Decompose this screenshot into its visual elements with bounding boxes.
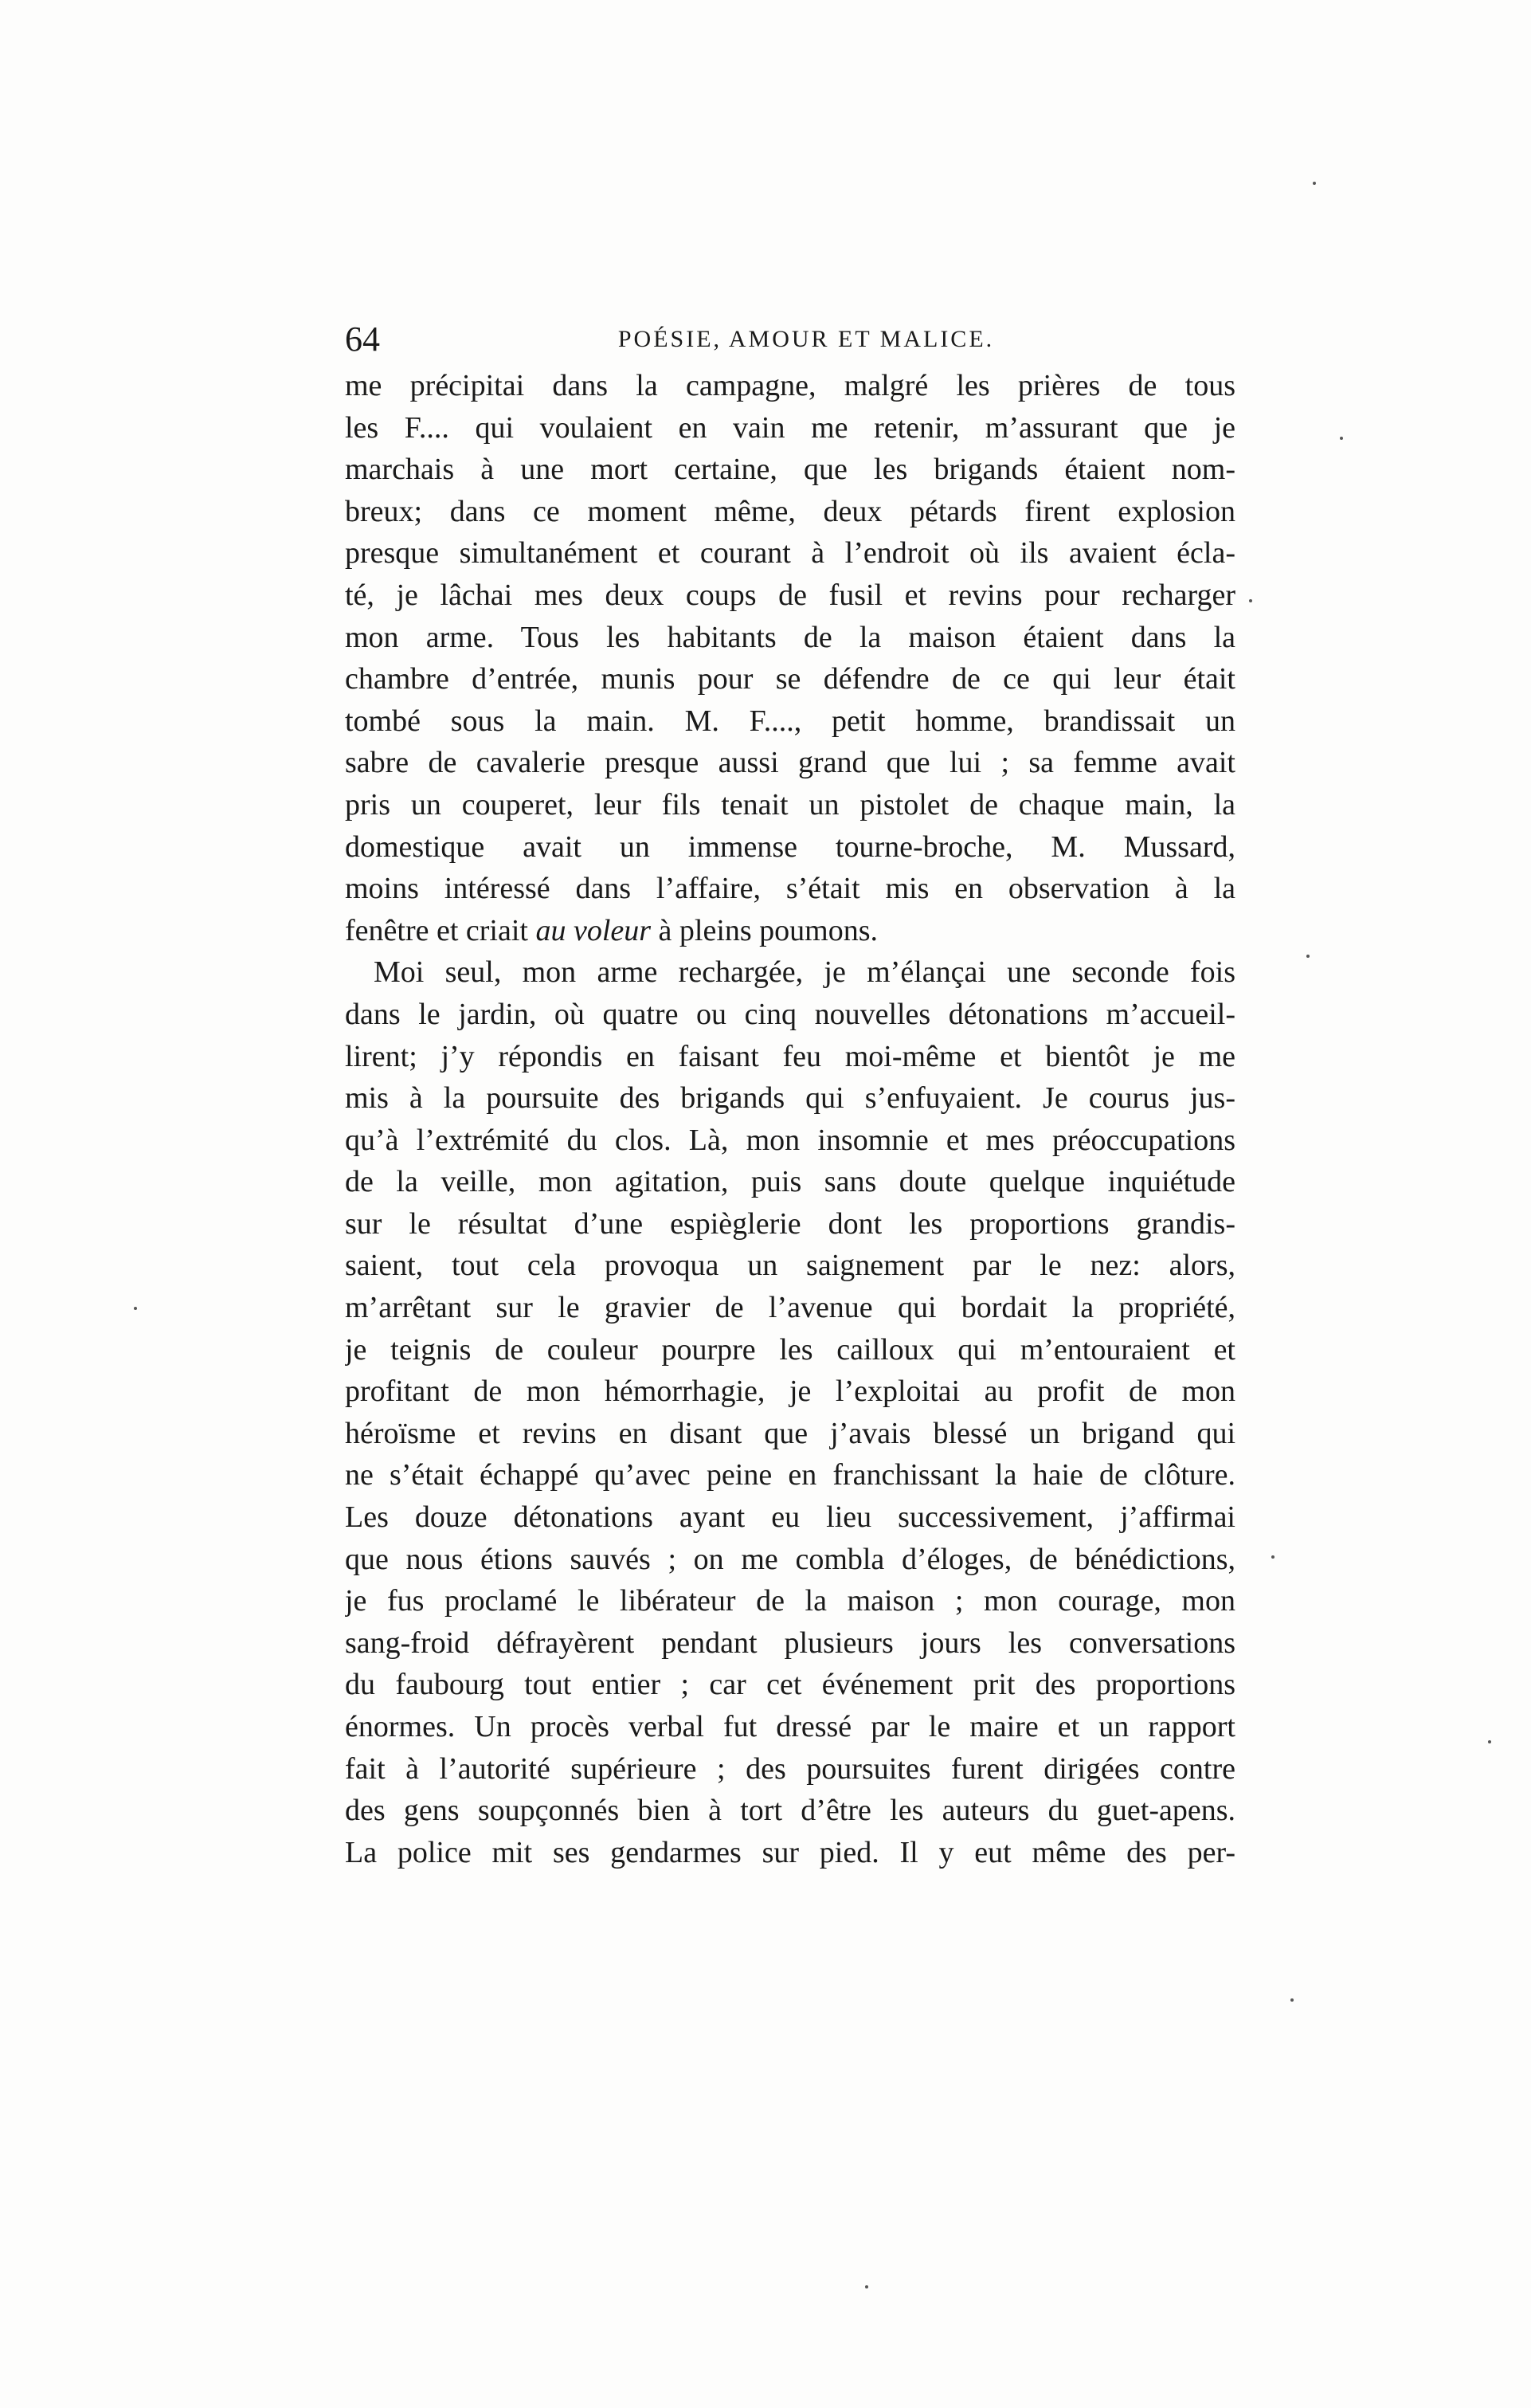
paragraph-end-line <box>345 910 1235 952</box>
text-line: énormes. Un procès verbal fut dressé par le maire et un rapport <box>345 1710 1235 1743</box>
paper-speck <box>1290 1998 1294 2002</box>
text-segment: à pleins poumons. <box>658 913 879 947</box>
text-line: ne s’était échappé qu’avec peine en franchissant la haie de clôture. <box>345 1458 1235 1492</box>
text-line: des gens soupçonnés bien à tort d’être les auteurs du guet-apens. <box>345 1794 1235 1828</box>
text-line: breux; dans ce moment même, deux pétards firent explosion <box>345 494 1235 528</box>
paper-speck <box>1306 955 1310 958</box>
text-line: profitant de mon hémorrhagie, je l’exploitai au profit de mon <box>345 1375 1235 1409</box>
paper-speck <box>1271 1555 1275 1559</box>
text-line: domestique avait un immense tourne-broche, M. Mussard, <box>345 829 1235 864</box>
text-line: sabre de cavalerie presque aussi grand que lui ; sa femme avait <box>345 746 1235 780</box>
text-line: presque simultanément et courant à l’endroit où ils avaient écla- <box>345 536 1235 571</box>
text-line: tombé sous la main. M. F...., petit homme, brandissait un <box>345 704 1235 738</box>
text-line: qu’à l’extrémité du clos. Là, mon insomnie et mes préoccupations <box>345 1123 1235 1157</box>
body-text <box>345 365 1235 1873</box>
text-line: moins intéressé dans l’affaire, s’était mis en observation à la <box>345 872 1235 906</box>
page-header <box>345 316 1235 363</box>
text-line: fait à l’autorité supérieure ; des poursuites furent dirigées contre <box>345 1751 1235 1786</box>
paper-speck <box>1340 437 1343 440</box>
text-line: La police mit ses gendarmes sur pied. Il y eut même des per- <box>345 1835 1235 1869</box>
text-line: mon arme. Tous les habitants de la maison étaient dans la <box>345 620 1235 654</box>
paper-speck <box>1488 1740 1491 1743</box>
text-line: sur le résultat d’une espièglerie dont les proportions grandis- <box>345 1206 1235 1241</box>
text-line: sang-froid défrayèrent pendant plusieurs jours les conversations <box>345 1626 1235 1660</box>
text-line: marchais à une mort certaine, que les brigands étaient nom- <box>345 453 1235 487</box>
text-line: que nous étions sauvés ; on me combla d’éloges, de bénédictions, <box>345 1542 1235 1576</box>
text-segment: fenêtre et criait <box>345 913 528 947</box>
text-line: m’arrêtant sur le gravier de l’avenue qui bordait la propriété, <box>345 1291 1235 1325</box>
text-line: héroïsme et revins en disant que j’avais blessé un brigand qui <box>345 1416 1235 1450</box>
paper-speck <box>134 1307 137 1310</box>
paper-speck <box>1249 599 1252 602</box>
running-title: POÉSIE, AMOUR ET MALICE. <box>617 326 995 352</box>
text-line: Les douze détonations ayant eu lieu successivement, j’affirmai <box>345 1500 1235 1535</box>
text-line: saient, tout cela provoqua un saignement par le nez: alors, <box>345 1249 1235 1283</box>
text-line: lirent; j’y répondis en faisant feu moi-même et bientôt je me <box>345 1039 1235 1073</box>
text-line: je teignis de couleur pourpre les cailloux qui m’entouraient et <box>345 1332 1235 1367</box>
text-line: chambre d’entrée, munis pour se défendre de ce qui leur était <box>345 662 1235 696</box>
text-line: pris un couperet, leur fils tenait un pistolet de chaque main, la <box>345 787 1235 822</box>
text-line: les F.... qui voulaient en vain me retenir, m’assurant que je <box>345 410 1235 445</box>
paper-speck <box>865 2285 868 2288</box>
text-line: du faubourg tout entier ; car cet événement prit des proportions <box>345 1668 1235 1702</box>
text-line: dans le jardin, où quatre ou cinq nouvelles détonations m’accueil- <box>345 997 1235 1031</box>
text-line: té, je lâchai mes deux coups de fusil et revins pour recharger <box>345 578 1235 612</box>
text-line: je fus proclamé le libérateur de la maison ; mon courage, mon <box>345 1584 1235 1618</box>
text-line: de la veille, mon agitation, puis sans doute quelque inquiétude <box>345 1165 1235 1199</box>
paragraph-first-line: Moi seul, mon arme rechargée, je m’élançai une seconde fois <box>374 955 1235 990</box>
text-line: me précipitai dans la campagne, malgré les prières de tous <box>345 369 1235 402</box>
text-line: mis à la poursuite des brigands qui s’enfuyaient. Je courus jus- <box>345 1081 1235 1116</box>
paper-speck <box>1313 182 1316 185</box>
italic-phrase: au voleur <box>535 913 652 947</box>
page-number: 64 <box>345 320 380 359</box>
